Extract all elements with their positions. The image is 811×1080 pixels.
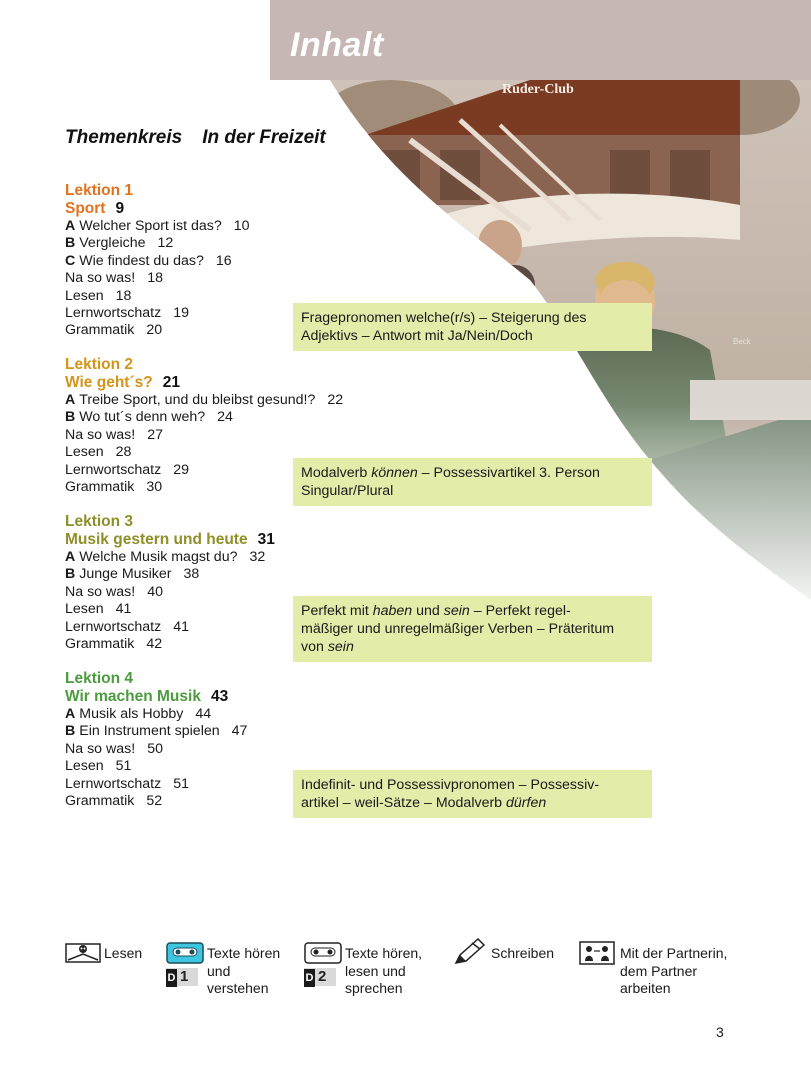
entry-text: Musik als Hobby (79, 706, 184, 722)
theme-name: In der Freizeit (202, 127, 326, 148)
toc-entry[interactable] (65, 235, 250, 252)
grammar-text: Modalverb (301, 465, 372, 481)
entry-letter: B (65, 409, 76, 426)
entry-page: 47 (231, 723, 248, 740)
grammar-line: mäßiger und unregelmäßiger Verben – Präteritum (301, 621, 615, 637)
toc-entry[interactable] (65, 218, 250, 235)
entry-text: Lesen (65, 444, 104, 461)
entry-text: Grammatik (65, 479, 135, 496)
entry-text: Welcher Sport ist das? (79, 218, 222, 234)
toc-entry[interactable] (65, 305, 250, 322)
lesson-3 (65, 513, 275, 653)
entry-page: 41 (115, 601, 132, 618)
grammar-line: Singular/Plural (301, 483, 394, 499)
entry-letter: A (65, 392, 76, 408)
toc-entry[interactable] (65, 549, 275, 566)
entry-page: 18 (147, 270, 163, 287)
entry-page: 27 (147, 426, 163, 443)
lesson-page: 9 (115, 200, 125, 217)
toc-entry[interactable] (65, 270, 250, 287)
entry-letter: A (65, 549, 76, 565)
cassette-outline-icon (304, 942, 342, 964)
entry-page: 38 (183, 566, 200, 583)
grammar-box-lesson-3 (293, 596, 652, 662)
grammar-italic: können (371, 465, 418, 481)
legend-partner (620, 945, 727, 998)
entry-page: 41 (173, 618, 189, 635)
toc-entry[interactable] (65, 253, 250, 270)
entry-page: 51 (115, 758, 132, 775)
entry-text: Lesen (65, 287, 104, 304)
entry-text: Lernwortschatz (65, 305, 162, 322)
entry-text: Lernwortschatz (65, 775, 162, 792)
toc-entry[interactable] (65, 636, 275, 653)
legend-read: Lesen (104, 945, 143, 961)
entry-letter: C (65, 252, 76, 269)
toc-entry[interactable] (65, 566, 275, 583)
grammar-box-lesson-1 (293, 303, 652, 351)
entry-letter: A (65, 706, 76, 722)
lesson-title-row (65, 200, 250, 218)
entry-text: Na so was! (65, 740, 136, 757)
grammar-line (301, 602, 644, 620)
cd-letter: D (304, 969, 315, 987)
entry-page: 22 (327, 392, 344, 408)
page-number: 3 (716, 1024, 724, 1040)
cd-number: 1 (180, 968, 189, 985)
grammar-text: von (301, 639, 328, 655)
legend-line: dem Partner (620, 962, 698, 979)
grammar-line: Fragepronomen welche(r/s) – Steigerung des (301, 310, 587, 326)
toc-entry[interactable] (65, 706, 247, 723)
lesson-page: 43 (210, 688, 229, 705)
entry-text: Lesen (65, 758, 104, 775)
lesson-label: Lektion 3 (65, 513, 134, 530)
toc-entry[interactable] (65, 427, 343, 444)
entry-page: 10 (233, 218, 250, 234)
grammar-line (301, 638, 644, 656)
entry-text: Treibe Sport, und du bleibst gesund!? (79, 392, 316, 408)
legend-line: Mit der Partnerin, (620, 945, 728, 961)
lesson-4 (65, 670, 247, 810)
entry-page: 32 (249, 549, 266, 565)
book-icon (65, 942, 101, 964)
cassette-icon (166, 942, 204, 964)
entry-page: 40 (147, 583, 163, 600)
entry-page: 42 (146, 636, 163, 653)
entry-letter: B (65, 566, 76, 583)
toc-entry[interactable] (65, 288, 250, 305)
entry-letter: B (65, 723, 76, 740)
legend-write: Schreiben (491, 945, 555, 961)
grammar-box-lesson-2 (293, 458, 652, 506)
lesson-title[interactable]: Wir machen Musik (65, 688, 201, 705)
lesson-page: 21 (162, 374, 180, 391)
legend-listen (207, 945, 280, 998)
entry-letter: B (65, 235, 76, 252)
page-title: Inhalt (290, 26, 384, 64)
lesson-title-row (65, 531, 275, 549)
grammar-line: Adjektivs – Antwort mit Ja/Nein/Doch (301, 328, 533, 344)
lesson-label: Lektion 2 (65, 356, 134, 373)
entry-text: Na so was! (65, 270, 136, 287)
legend-line: lesen und (345, 962, 406, 979)
lesson-label: Lektion 1 (65, 182, 134, 199)
partner-icon (579, 941, 615, 965)
grammar-line: Indefinit- und Possessivpronomen – Possessiv- (301, 777, 600, 793)
toc-entry[interactable] (65, 723, 247, 740)
entry-text: Grammatik (65, 793, 135, 810)
grammar-text: – Perfekt regel- (469, 603, 571, 619)
grammar-italic: haben (372, 603, 413, 619)
toc-entry[interactable] (65, 776, 247, 793)
entry-text: Wie findest du das? (79, 252, 204, 269)
toc-entry[interactable] (65, 409, 343, 426)
lesson-title[interactable]: Sport (65, 200, 106, 217)
cd-letter: D (166, 969, 177, 987)
lesson-title[interactable]: Wie geht´s? (65, 374, 153, 391)
toc-entry[interactable] (65, 741, 247, 758)
lesson-title[interactable]: Musik gestern und heute (65, 531, 248, 548)
cd-badge-2 (304, 968, 336, 986)
grammar-line (301, 794, 644, 812)
lesson-title-row (65, 374, 343, 392)
grammar-text: – Possessivartikel 3. Person (417, 465, 600, 481)
entry-text: Lernwortschatz (65, 461, 162, 478)
entry-page: 44 (195, 706, 212, 722)
legend-line: Texte hören (207, 945, 281, 961)
grammar-text: und (412, 603, 444, 619)
toc-entry[interactable] (65, 601, 275, 618)
entry-page: 29 (173, 461, 189, 478)
cd-number: 2 (318, 968, 327, 985)
entry-page: 18 (115, 287, 132, 304)
entry-page: 52 (146, 793, 163, 810)
grammar-italic: sein (327, 639, 354, 655)
toc-entry[interactable] (65, 758, 247, 775)
entry-page: 30 (146, 479, 163, 496)
toc-entry[interactable] (65, 793, 247, 810)
grammar-text: artikel – weil-Sätze – Modalverb (301, 795, 507, 811)
grammar-box-lesson-4 (293, 770, 652, 818)
entry-text: Vergleiche (79, 235, 146, 252)
entry-text: Junge Musiker (79, 566, 172, 583)
theme-label: Themenkreis (65, 127, 183, 148)
grammar-italic: sein (443, 603, 470, 619)
entry-page: 50 (147, 740, 163, 757)
entry-page: 16 (215, 252, 232, 269)
pen-icon (452, 937, 488, 965)
entry-text: Welche Musik magst du? (79, 549, 238, 565)
entry-text: Na so was! (65, 583, 136, 600)
entry-page: 12 (157, 235, 174, 252)
legend-line: arbeiten (620, 980, 671, 996)
lesson-title-row (65, 688, 247, 706)
entry-text: Wo tut´s denn weh? (79, 409, 206, 426)
entry-text: Grammatik (65, 636, 135, 653)
grammar-line (301, 464, 644, 482)
entry-page: 24 (217, 409, 233, 426)
legend-line: sprechen (345, 980, 403, 996)
cd-badge-1 (166, 968, 198, 986)
theme-heading (65, 127, 326, 149)
entry-text: Lernwortschatz (65, 618, 162, 635)
toc-entry[interactable] (65, 584, 275, 601)
toc-entry[interactable] (65, 619, 275, 636)
entry-page: 19 (173, 305, 189, 322)
ruder-club-sign: Ruder-Club (502, 82, 574, 97)
entry-page: 20 (146, 322, 163, 339)
toc-entry[interactable] (65, 392, 343, 409)
entry-text: Lesen (65, 601, 104, 618)
legend-listen-read (345, 945, 422, 998)
entry-letter: A (65, 218, 76, 234)
grammar-italic: dürfen (506, 795, 547, 811)
lesson-page: 31 (257, 531, 275, 548)
legend-line: Texte hören, (345, 945, 423, 961)
entry-text: Na so was! (65, 426, 136, 443)
legend-line: verstehen (207, 980, 269, 996)
legend-line: und (207, 962, 231, 979)
entry-text: Ein Instrument spielen (79, 723, 220, 740)
entry-page: 51 (173, 775, 189, 792)
lesson-1 (65, 182, 250, 340)
toc-entry[interactable] (65, 322, 250, 339)
entry-page: 28 (115, 444, 132, 461)
grammar-text: Perfekt mit (301, 603, 373, 619)
shirt-text: Beck (733, 337, 751, 346)
entry-text: Grammatik (65, 322, 135, 339)
lesson-label: Lektion 4 (65, 670, 134, 687)
